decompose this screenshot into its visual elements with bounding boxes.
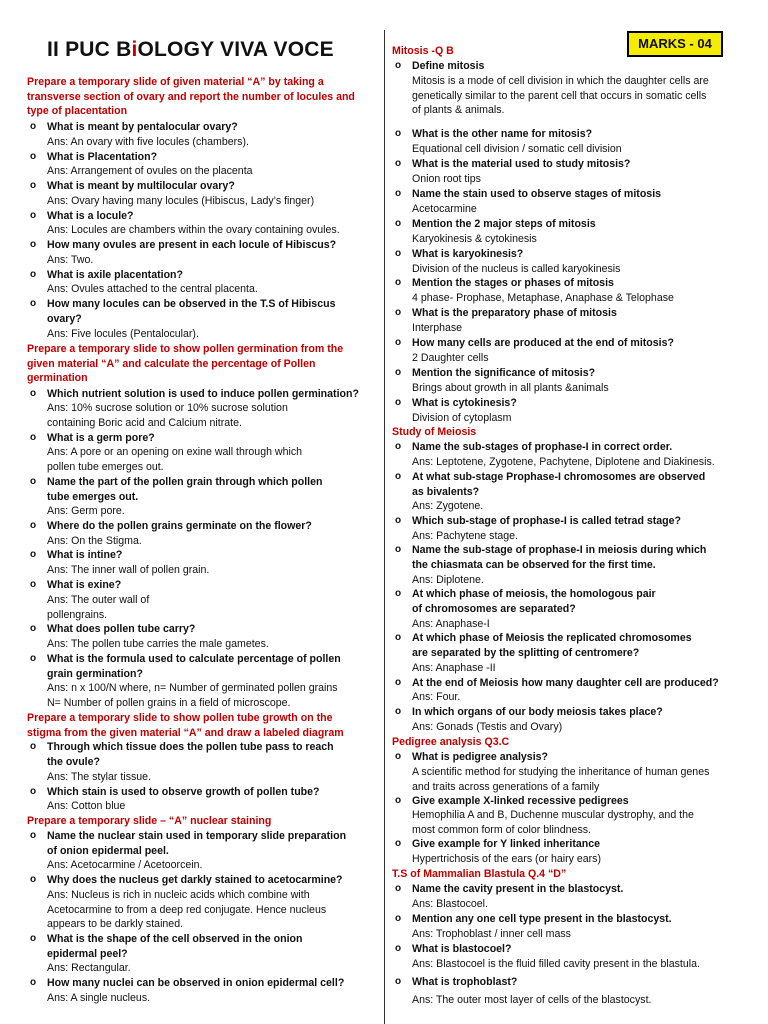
text-line: Ans: Ovules attached to the central placenta. (47, 283, 258, 295)
bullet-icon: o (395, 277, 402, 288)
question-item (27, 652, 341, 681)
answer-text (27, 681, 338, 710)
text-line: pollen tube emerges out. (47, 460, 164, 473)
question-item (392, 217, 596, 232)
question-item (392, 440, 672, 455)
text-line: Where do the pollen grains germinate on the flower? (47, 520, 312, 532)
question-item (27, 519, 312, 534)
text-line: Name the sub-stage of prophase-I in meiosis during which (412, 544, 707, 556)
text-line: Ans: Five locules (Pentalocular). (47, 328, 199, 340)
question-item (392, 396, 517, 411)
bullet-icon: o (30, 151, 37, 162)
text-line: given material “A” and calculate the percentage of Pollen (27, 357, 316, 370)
text-line: Ans: Locules are chambers within the ovary containing ovules. (47, 224, 340, 236)
section-heading (27, 342, 343, 386)
question-item (27, 829, 346, 858)
bullet-icon: o (395, 913, 402, 924)
text-line: Ans: Blastocoel. (412, 898, 488, 910)
text-line: What is the preparatory phase of mitosis (412, 307, 617, 319)
text-line: most common form of color blindness. (412, 823, 591, 836)
text-line: Through which tissue does the pollen tube pass to reach (47, 741, 334, 753)
text-line: Ans: Cotton blue (47, 800, 126, 812)
question-item (27, 268, 183, 283)
question-item (392, 276, 614, 291)
text-line: the ovule? (47, 755, 100, 768)
text-line: appears to be darkly stained. (47, 918, 184, 931)
text-line: What is meant by pentalocular ovary? (47, 121, 238, 133)
bullet-icon: o (395, 588, 402, 599)
text-line: Ans: n x 100/N where, n= Number of germinated pollen grains (47, 682, 338, 694)
answer-text (392, 927, 571, 942)
question-item (392, 336, 674, 351)
answer-text (392, 351, 489, 366)
question-item (27, 150, 157, 165)
text-line: Ans: On the Stigma. (47, 535, 142, 547)
answer-text (392, 202, 477, 217)
answer-text (27, 888, 326, 932)
text-line: Ans: Trophoblast / inner cell mass (412, 928, 571, 940)
bullet-icon: o (30, 180, 37, 191)
answer-text (392, 262, 620, 277)
section-heading (27, 75, 355, 119)
text-line: Mention any one cell type present in the blastocyst. (412, 913, 672, 925)
bullet-icon: o (30, 388, 37, 399)
question-item (392, 187, 661, 202)
answer-text (392, 411, 512, 426)
bullet-icon: o (395, 471, 402, 482)
answer-text (392, 993, 651, 1008)
text-line: transverse section of ovary and report the number of locules and (27, 90, 355, 103)
question-item (392, 912, 672, 927)
section-heading (392, 867, 566, 882)
answer-text (27, 135, 249, 150)
text-line: How many cells are produced at the end of mitosis? (412, 337, 674, 349)
answer-text (392, 897, 488, 912)
text-line: What is a locule? (47, 210, 134, 222)
text-line: epidermal peel? (47, 947, 128, 960)
answer-text (392, 765, 709, 794)
text-line: In which organs of our body meiosis takes place? (412, 706, 663, 718)
answer-text (392, 661, 496, 676)
answer-text (392, 499, 483, 514)
question-item (27, 873, 343, 888)
question-item (392, 794, 629, 809)
text-line: are separated by the splitting of centromere? (412, 646, 640, 659)
answer-text (392, 690, 460, 705)
text-line: pollengrains. (47, 608, 108, 621)
text-line: What is the shape of the cell observed in the onion (47, 933, 303, 945)
question-item (27, 932, 302, 961)
answer-text (27, 534, 142, 549)
answer-text (27, 504, 125, 519)
text-line: Ans: Acetocarmine / Acetoorcein. (47, 859, 203, 871)
text-line: Mitosis -Q B (392, 45, 454, 57)
text-line: Ans: 10% sucrose solution or 10% sucrose solution (47, 402, 288, 414)
text-line: stigma from the given material “A” and draw a labeled diagram (27, 726, 344, 739)
answer-text (392, 573, 484, 588)
bullet-icon: o (395, 337, 402, 348)
text-line: Karyokinesis & cytokinesis (412, 233, 537, 245)
text-line: Which stain is used to observe growth of pollen tube? (47, 786, 320, 798)
answer-text (27, 961, 131, 976)
section-heading (392, 735, 509, 750)
bullet-icon: o (395, 248, 402, 259)
text-line: Ans: Ovary having many locules (Hibiscus, Lady’s finger) (47, 195, 315, 207)
section-heading (392, 425, 476, 440)
text-line: germination (27, 372, 88, 385)
answer-text (27, 858, 202, 873)
bullet-icon: o (30, 741, 37, 752)
text-line: Prepare a temporary slide – “A” nuclear staining (27, 815, 272, 827)
text-line: Ans: Arrangement of ovules on the placenta (47, 165, 253, 177)
text-line: Why does the nucleus get darkly stained to acetocarmine? (47, 874, 343, 886)
question-item (27, 785, 320, 800)
text-line: Name the stain used to observe stages of mitosis (412, 188, 662, 200)
question-item (27, 622, 195, 637)
text-line: Name the nuclear stain used in temporary slide preparation (47, 830, 347, 842)
bullet-icon: o (395, 441, 402, 452)
question-item (27, 387, 359, 402)
bullet-icon: o (30, 874, 37, 885)
text-line: Ans: Pachytene stage. (412, 530, 519, 542)
text-line: What is the material used to study mitosis? (412, 158, 631, 170)
text-line: Brings about growth in all plants &animals (412, 382, 609, 394)
bullet-icon: o (395, 943, 402, 954)
text-line: What is Placentation? (47, 151, 158, 163)
text-line: At which phase of Meiosis the replicated chromosomes (412, 632, 692, 644)
answer-text (27, 194, 314, 209)
text-line: Ans: Four. (412, 691, 461, 703)
text-line: Ans: A single nucleus. (47, 992, 151, 1004)
text-line: Give example X-linked recessive pedigrees (412, 795, 629, 807)
text-line: Hypertrichosis of the ears (or hairy ears) (412, 853, 601, 865)
text-line: Interphase (412, 322, 463, 334)
text-line: What is exine? (47, 579, 122, 591)
text-line: What is a germ pore? (47, 432, 155, 444)
text-line: N= Number of pollen grains in a field of microscope. (47, 696, 291, 709)
bullet-icon: o (30, 476, 37, 487)
question-item (27, 209, 134, 224)
question-item (392, 247, 523, 262)
bullet-icon: o (395, 751, 402, 762)
text-line: Acetocarmine to from a deep red conjugate. Hence nucleus (47, 903, 327, 916)
section-heading (392, 44, 454, 59)
bullet-icon: o (395, 795, 402, 806)
answer-text (27, 401, 288, 430)
text-line: At what sub-stage Prophase-I chromosomes are observed (412, 471, 706, 483)
question-item (392, 470, 705, 499)
title-text-i: i (131, 38, 138, 61)
answer-text (392, 852, 601, 867)
answer-text (392, 808, 694, 837)
bullet-icon: o (395, 706, 402, 717)
answer-text (392, 172, 481, 187)
question-item (27, 740, 334, 769)
bullet-icon: o (30, 933, 37, 944)
text-line: Name the cavity present in the blastocyst. (412, 883, 624, 895)
question-item (27, 238, 336, 253)
bullet-icon: o (395, 307, 402, 318)
answer-text (392, 232, 537, 247)
text-line: 2 Daughter cells (412, 352, 489, 364)
text-line: type of placentation (27, 105, 128, 118)
bullet-icon: o (395, 397, 402, 408)
question-item (392, 837, 600, 852)
title-text-1: II PUC B (47, 38, 132, 61)
question-item (392, 631, 692, 660)
question-item (392, 882, 623, 897)
text-line: Ans: The outer most layer of cells of the blastocyst. (412, 994, 652, 1006)
text-line: What is trophoblast? (412, 976, 518, 988)
text-line: Mitosis is a mode of cell division in which the daughter cells are (412, 75, 709, 87)
text-line: Mention the stages or phases of mitosis (412, 277, 614, 289)
text-line: of onion epidermal peel. (47, 844, 169, 857)
answer-text (392, 617, 490, 632)
text-line: What is the formula used to calculate percentage of pollen (47, 653, 341, 665)
text-line: Ans: Anaphase-I (412, 618, 490, 630)
text-line: Division of cytoplasm (412, 412, 512, 424)
answer-text (27, 593, 149, 622)
bullet-icon: o (30, 653, 37, 664)
text-line: A scientific method for studying the inheritance of human genes (412, 766, 710, 778)
text-line: What is meant by multilocular ovary? (47, 180, 235, 192)
text-line: 4 phase- Prophase, Metaphase, Anaphase & Telophase (412, 292, 674, 304)
question-item (27, 475, 322, 504)
text-line: Ans: Nucleus is rich in nucleic acids which combine with (47, 889, 310, 901)
answer-text (392, 529, 518, 544)
answer-text (392, 381, 609, 396)
text-line: Ans: Germ pore. (47, 505, 125, 517)
text-line: Ans: Rectangular. (47, 962, 131, 974)
answer-text (392, 720, 562, 735)
bullet-icon: o (395, 677, 402, 688)
text-line: grain germination? (47, 667, 143, 680)
bullet-icon: o (395, 158, 402, 169)
bullet-icon: o (395, 218, 402, 229)
text-line: Equational cell division / somatic cell division (412, 143, 622, 155)
text-line: Ans: Anaphase -II (412, 662, 496, 674)
section-heading (27, 711, 344, 740)
bullet-icon: o (30, 579, 37, 590)
question-item (392, 676, 719, 691)
answer-text (392, 142, 622, 157)
text-line: Name the part of the pollen grain through which pollen (47, 476, 323, 488)
text-line: What is the other name for mitosis? (412, 128, 593, 140)
text-line: Hemophilia A and B, Duchenne muscular dystrophy, and the (412, 809, 694, 821)
text-line: Ans: The stylar tissue. (47, 771, 152, 783)
text-line: Mention the significance of mitosis? (412, 367, 596, 379)
bullet-icon: o (395, 976, 402, 987)
text-line: What is intine? (47, 549, 123, 561)
answer-text (392, 455, 715, 470)
text-line: What is cytokinesis? (412, 397, 517, 409)
column-divider (384, 30, 385, 1024)
title-text-2: OLOGY VIVA VOCE (137, 38, 334, 61)
text-line: What is karyokinesis? (412, 248, 524, 260)
text-line: of plants & animals. (412, 104, 505, 117)
answer-text (27, 164, 253, 179)
text-line: How many locules can be observed in the T.S of Hibiscus (47, 298, 336, 310)
text-line: How many nuclei can be observed in onion epidermal cell? (47, 977, 345, 989)
question-item (392, 366, 595, 381)
text-line: Onion root tips (412, 173, 481, 185)
text-line: Prepare a temporary slide to show pollen tube growth on the (27, 712, 333, 724)
answer-text (27, 991, 150, 1006)
page-title (47, 38, 334, 62)
text-line: and traits across generations of a family (412, 780, 600, 793)
text-line: How many ovules are present in each locule of Hibiscus? (47, 239, 337, 251)
text-line: genetically similar to the parent cell that occurs in somatic cells (412, 89, 707, 102)
text-line: ovary? (47, 312, 82, 325)
question-item (392, 942, 511, 957)
bullet-icon: o (30, 298, 37, 309)
bullet-icon: o (30, 520, 37, 531)
text-line: the chiasmata can be observed for the first time. (412, 558, 656, 571)
text-line: Division of the nucleus is called karyokinesis (412, 263, 621, 275)
text-line: Which nutrient solution is used to induce pollen germination? (47, 388, 359, 400)
text-line: Ans: The pollen tube carries the male gametes. (47, 638, 269, 650)
text-line: What is blastocoel? (412, 943, 512, 955)
text-line: At which phase of meiosis, the homologous pair (412, 588, 656, 600)
text-line: Prepare a temporary slide to show pollen germination from the (27, 343, 344, 355)
question-item (27, 976, 344, 991)
question-item (392, 306, 617, 321)
text-line: At the end of Meiosis how many daughter cell are produced? (412, 677, 719, 689)
text-line: of chromosomes are separated? (412, 602, 576, 615)
answer-text (27, 282, 258, 297)
text-line: What is pedigree analysis? (412, 751, 548, 763)
question-item (27, 578, 121, 593)
bullet-icon: o (395, 838, 402, 849)
answer-text (27, 563, 209, 578)
bullet-icon: o (395, 632, 402, 643)
bullet-icon: o (30, 121, 37, 132)
text-line: Ans: Gonads (Testis and Ovary) (412, 721, 563, 733)
answer-text (392, 291, 674, 306)
bullet-icon: o (395, 367, 402, 378)
text-line: Ans: An ovary with five locules (chambers). (47, 136, 249, 148)
text-line: as bivalents? (412, 485, 480, 498)
answer-text (27, 327, 199, 342)
question-item (392, 975, 517, 990)
text-line: What does pollen tube carry? (47, 623, 196, 635)
text-line: Ans: The outer wall of (47, 594, 150, 606)
text-line: Name the sub-stages of prophase-I in correct order. (412, 441, 673, 453)
section-heading (27, 814, 271, 829)
text-line: tube emerges out. (47, 490, 139, 503)
bullet-icon: o (30, 239, 37, 250)
question-item (392, 59, 484, 74)
text-line: Ans: Zygotene. (412, 500, 484, 512)
text-line: Ans: Two. (47, 254, 94, 266)
answer-text (27, 770, 151, 785)
bullet-icon: o (395, 883, 402, 894)
answer-text (392, 74, 709, 118)
answer-text (392, 321, 462, 336)
text-line: containing Boric acid and Calcium nitrate. (47, 416, 242, 429)
bullet-icon: o (30, 977, 37, 988)
bullet-icon: o (30, 830, 37, 841)
bullet-icon: o (30, 623, 37, 634)
answer-text (27, 445, 302, 474)
answer-text (27, 253, 93, 268)
text-line: Pedigree analysis Q3.C (392, 736, 510, 748)
bullet-icon: o (30, 786, 37, 797)
bullet-icon: o (395, 544, 402, 555)
bullet-icon: o (30, 432, 37, 443)
bullet-icon: o (30, 269, 37, 280)
marks-badge: MARKS - 04 (627, 31, 723, 57)
bullet-icon: o (395, 128, 402, 139)
question-item (27, 431, 155, 446)
text-line: Ans: Blastocoel is the fluid filled cavity present in the blastula. (412, 958, 700, 970)
question-item (392, 157, 630, 172)
answer-text (27, 637, 269, 652)
question-item (392, 514, 681, 529)
question-item (27, 120, 238, 135)
text-line: Give example for Y linked inheritance (412, 838, 601, 850)
text-line: Which sub-stage of prophase-I is called tetrad stage? (412, 515, 682, 527)
bullet-icon: o (30, 210, 37, 221)
answer-text (392, 957, 700, 972)
text-line: Ans: The inner wall of pollen grain. (47, 564, 210, 576)
bullet-icon: o (30, 549, 37, 560)
text-line: Study of Meiosis (392, 426, 477, 438)
question-item (392, 750, 548, 765)
text-line: Prepare a temporary slide of given material “A” by taking a (27, 76, 324, 88)
question-item (27, 548, 122, 563)
question-item (392, 543, 706, 572)
question-item (392, 127, 592, 142)
answer-text (27, 223, 340, 238)
text-line: Ans: A pore or an opening on exine wall through which (47, 446, 303, 458)
bullet-icon: o (395, 515, 402, 526)
text-line: Acetocarmine (412, 203, 477, 215)
text-line: Ans: Leptotene, Zygotene, Pachytene, Diplotene and Diakinesis. (412, 456, 715, 468)
bullet-icon: o (395, 188, 402, 199)
question-item (27, 179, 235, 194)
answer-text (27, 799, 125, 814)
question-item (27, 297, 335, 326)
bullet-icon: o (395, 60, 402, 71)
text-line: Define mitosis (412, 60, 485, 72)
text-line: What is axile placentation? (47, 269, 183, 281)
text-line: Mention the 2 major steps of mitosis (412, 218, 596, 230)
text-line: T.S of Mammalian Blastula Q.4 “D” (392, 868, 567, 880)
question-item (392, 587, 656, 616)
question-item (392, 705, 663, 720)
text-line: Ans: Diplotene. (412, 574, 484, 586)
